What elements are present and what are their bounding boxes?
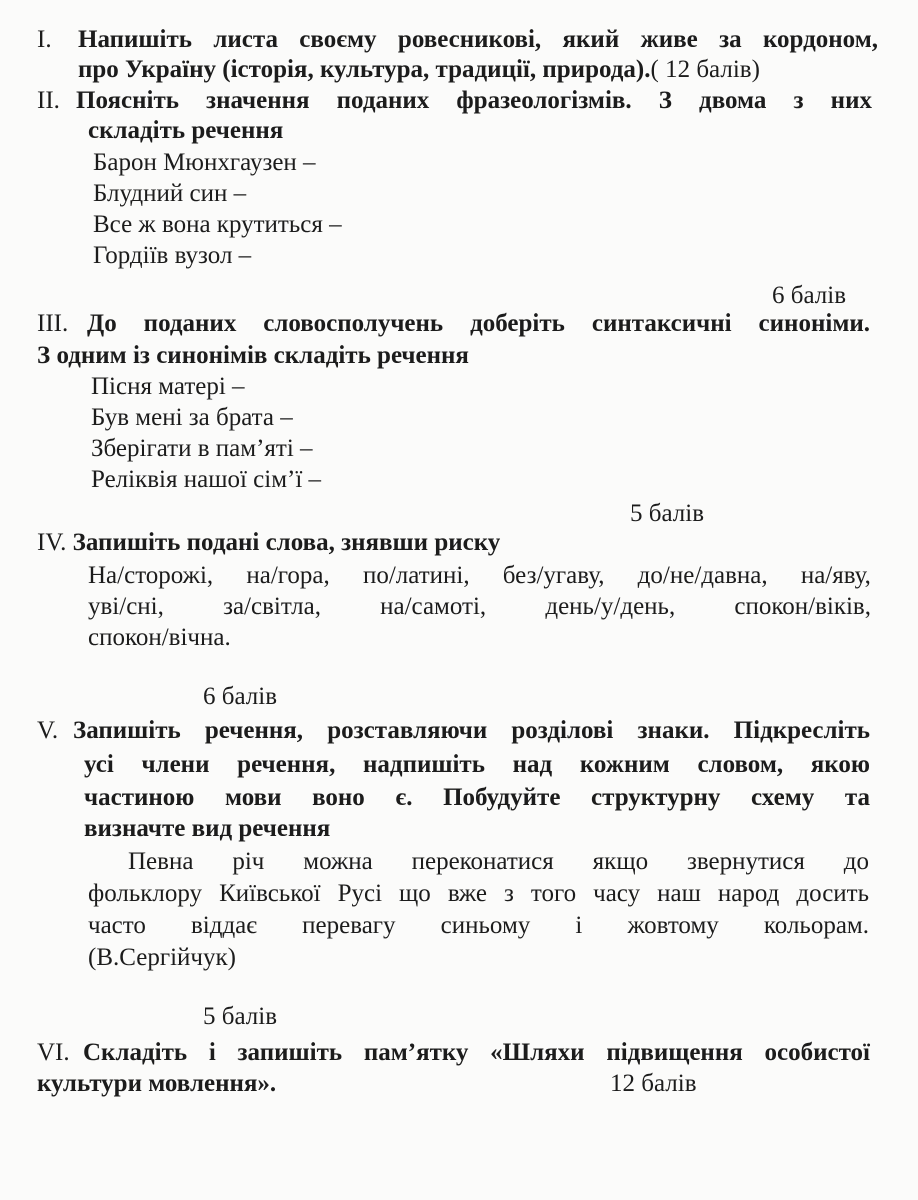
section-1-line-1 — [37, 27, 878, 52]
section-6-numeral: VI. — [37, 1039, 70, 1066]
section-2-item: Гордіїв вузол – — [93, 242, 252, 269]
section-3-task-line-2: З одним із синонімів складіть речення — [37, 342, 469, 369]
section-5-sentence-line-3: часто віддає перевагу синьому і жовтому кольорам. — [88, 912, 869, 939]
section-1-task-line-1: Напишіть листа своєму ровесникові, який живе за кордоном, — [78, 26, 878, 53]
section-3-task-line-1: До поданих словосполучень доберіть синтаксичні синоніми. — [87, 310, 870, 337]
section-5-sentence-line-1: Певна річ можна переконатися якщо звернутися до — [128, 848, 869, 875]
section-2-item: Барон Мюнхгаузен – — [93, 149, 316, 176]
word: на/яву, — [800, 562, 871, 589]
section-6-task-line-1: Складіть і запишіть пам’ятку «Шляхи підвищення особистої — [83, 1039, 870, 1066]
section-3-item: Пісня матері – — [91, 373, 245, 400]
section-5-author: (В.Сергійчук) — [88, 944, 236, 971]
section-2-item: Все ж вона крутиться – — [93, 211, 342, 238]
section-6-points: 12 балів — [610, 1070, 697, 1097]
section-2-task-line-2: складіть речення — [88, 117, 284, 144]
section-5-text-line-1 — [128, 849, 869, 874]
section-5-points: 5 балів — [203, 1003, 278, 1030]
word: на/гора, — [246, 562, 330, 589]
section-4-words-line-2 — [88, 594, 871, 619]
word: на/самоті, — [380, 593, 487, 620]
section-5-numeral: V. — [37, 717, 59, 744]
section-5-line-1 — [37, 718, 870, 743]
word: за/світла, — [223, 593, 321, 620]
section-4-task-line-1: Запишіть подані слова, знявши риску — [72, 529, 501, 556]
section-1-task-line-2: про Україну (історія, культура, традиції, природа). — [78, 56, 651, 83]
section-3-item: Реліквія нашої сім’ї – — [91, 466, 322, 493]
word: по/латині, — [362, 562, 470, 589]
section-5-task-line-2: усі члени речення, надпишіть над кожним словом, якою — [84, 751, 870, 778]
section-3-numeral: III. — [37, 310, 69, 337]
section-2-task-line-1: Поясніть значення поданих фразеологізмів. З двома з них — [76, 87, 872, 114]
section-6-line-1 — [37, 1040, 870, 1065]
section-2-item: Блудний син – — [93, 180, 247, 207]
section-6-line-2 — [37, 1071, 276, 1096]
section-5-line-4 — [84, 816, 330, 841]
section-3-line-1 — [37, 311, 870, 336]
section-1-points: ( 12 балів) — [650, 56, 760, 83]
section-4-line-1 — [37, 530, 500, 555]
section-2-line-2 — [88, 118, 283, 143]
section-4-numeral: IV. — [37, 529, 67, 556]
word: На/сторожі, — [88, 562, 214, 589]
section-5-sentence-line-2: фольклору Київської Русі що вже з того часу наш народ досить — [88, 880, 869, 907]
word: день/у/день, — [545, 593, 676, 620]
section-5-line-3 — [84, 785, 870, 810]
section-5-task-line-3: частиною мови воно є. Побудуйте структурну схему та — [84, 784, 870, 811]
section-4-points: 6 балів — [203, 683, 278, 710]
section-5-text-line-3 — [88, 913, 869, 938]
section-5-line-2 — [84, 752, 870, 777]
section-2-points: 6 балів — [772, 282, 847, 309]
word: спокон/віків, — [734, 593, 871, 620]
section-4-words-line-3: спокон/вічна. — [88, 624, 231, 651]
section-2-numeral: II. — [37, 87, 60, 114]
section-4-words-line-1 — [88, 563, 871, 588]
section-2-line-1 — [37, 88, 872, 113]
section-1-line-2 — [78, 57, 760, 82]
section-5-text-line-2 — [88, 881, 869, 906]
section-6-task-line-2: культури мовлення». — [37, 1070, 277, 1097]
section-5-task-line-1: Запишіть речення, розставляючи розділові знаки. Підкресліть — [73, 717, 870, 744]
section-3-points: 5 балів — [630, 500, 705, 527]
section-3-line-2 — [37, 343, 469, 368]
section-3-item: Був мені за брата – — [91, 404, 293, 431]
word: уві/сні, — [88, 593, 164, 620]
word: до/не/давна, — [637, 562, 768, 589]
word: без/угаву, — [502, 562, 605, 589]
section-3-item: Зберігати в пам’яті – — [91, 435, 313, 462]
section-1-numeral: I. — [37, 26, 52, 53]
section-5-task-line-4: визначте вид речення — [84, 815, 331, 842]
